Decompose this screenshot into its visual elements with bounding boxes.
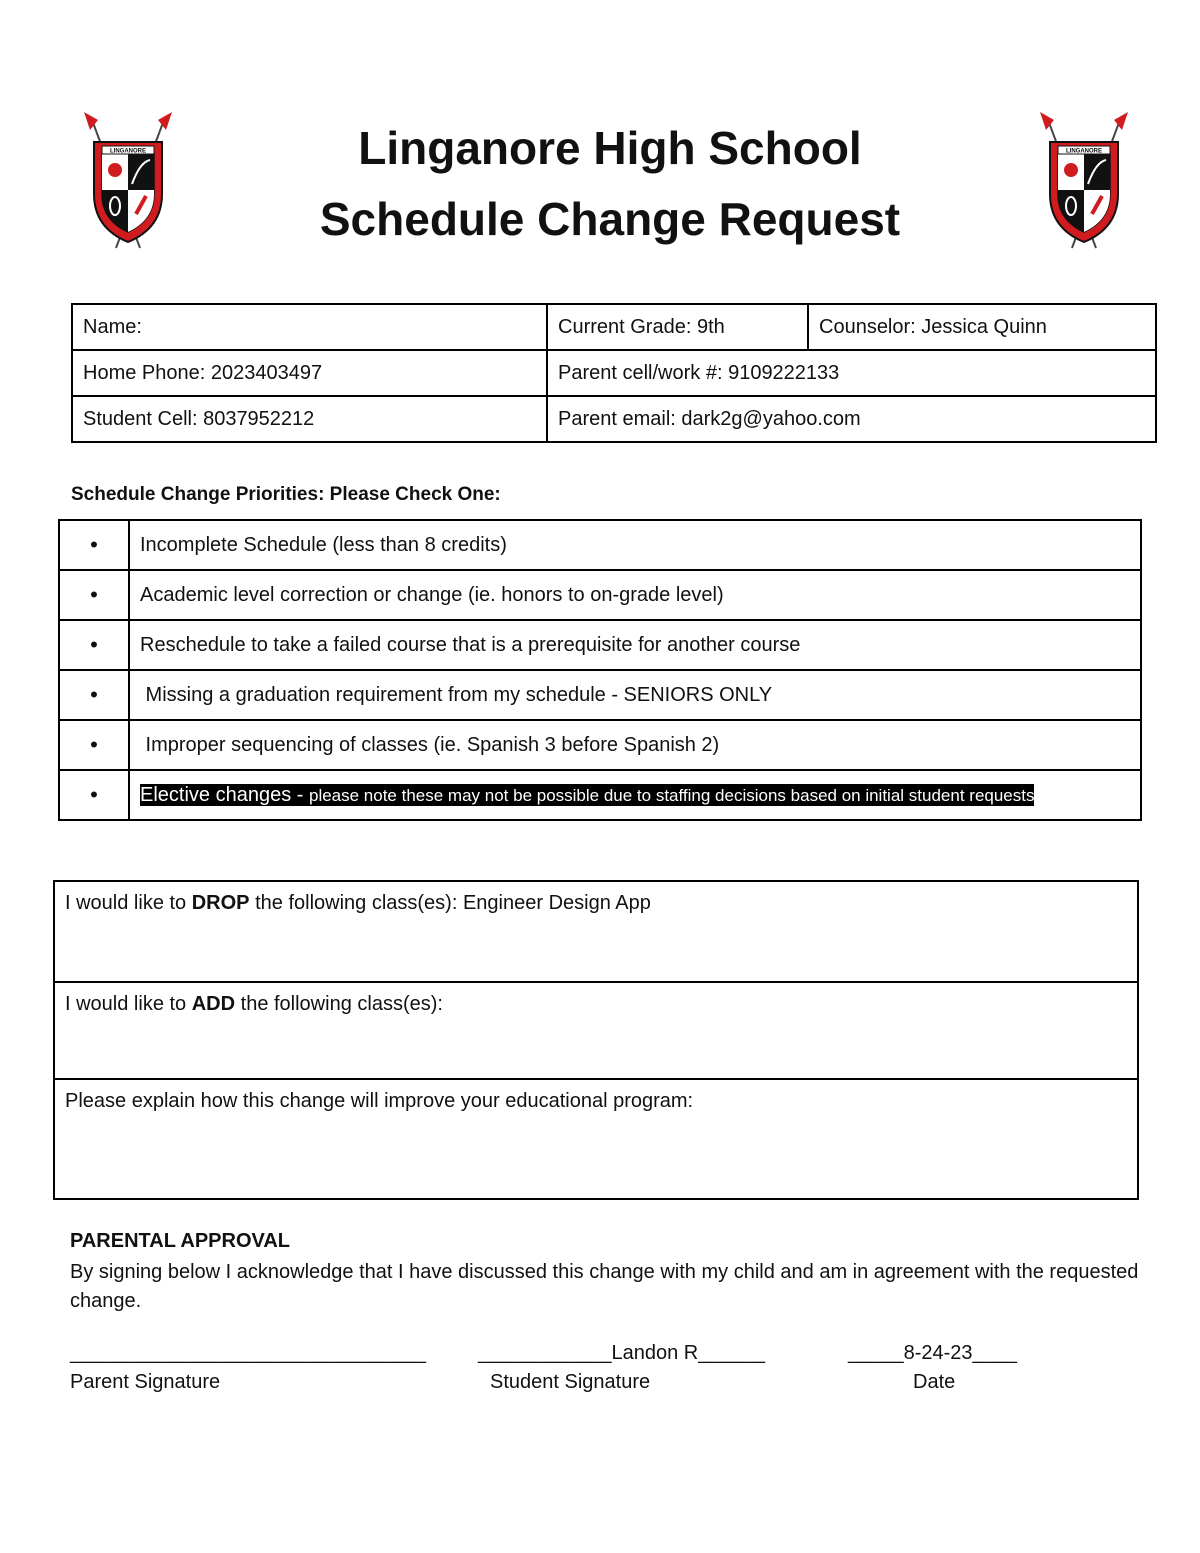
table-row	[54, 881, 1138, 982]
crest-banner-text: LINGANORE	[1066, 148, 1102, 155]
crest-banner-text: LINGANORE	[110, 148, 146, 155]
drop-class-value: Engineer Design App	[462, 892, 651, 914]
parent-email-field[interactable]: Parent email: dark2g@yahoo.com	[547, 396, 1156, 442]
elective-main: Elective changes -	[140, 783, 309, 806]
elective-label	[140, 784, 1034, 806]
table-row	[59, 770, 1141, 820]
priority-option: Incomplete Schedule (less than 8 credits)	[129, 520, 1141, 570]
parental-approval-text: By signing below I acknowledge that I have discussed this change with my child and am in agreement with the requested change.	[70, 1261, 1139, 1312]
table-row	[72, 304, 1156, 350]
drop-keyword: DROP	[191, 892, 250, 914]
parental-approval-heading: PARENTAL APPROVAL	[70, 1230, 291, 1252]
student-signature-label: Student Signature	[490, 1371, 651, 1393]
priority-option: Missing a graduation requirement from my schedule - SENIORS ONLY	[129, 670, 1141, 720]
drop-class-field[interactable]	[54, 881, 1138, 982]
drop-prefix: I would like to	[65, 892, 192, 914]
table-row	[59, 520, 1141, 570]
school-title: Linganore High School	[358, 122, 862, 174]
table-row	[59, 570, 1141, 620]
table-row	[59, 620, 1141, 670]
explanation-field[interactable]: Please explain how this change will improve your educational program:	[54, 1079, 1138, 1199]
table-row	[54, 982, 1138, 1079]
priority-option-elective	[129, 770, 1141, 820]
priorities-heading: Schedule Change Priorities: Please Check One:	[71, 484, 501, 505]
parent-signature-label: Parent Signature	[70, 1371, 221, 1393]
priority-option: Reschedule to take a failed course that is a prerequisite for another course	[129, 620, 1141, 670]
drop-suffix: the following class(es):	[249, 892, 463, 914]
student-info-table	[71, 303, 1157, 443]
table-row	[72, 396, 1156, 442]
counselor-field[interactable]: Counselor: Jessica Quinn	[808, 304, 1156, 350]
form-title: Schedule Change Request	[319, 193, 901, 245]
priority-checkbox[interactable]: •	[59, 770, 129, 820]
elective-note: please note these may not be possible due to staffing decisions based on initial student requests	[308, 785, 1035, 805]
priorities-table	[58, 519, 1142, 821]
student-cell-field[interactable]: Student Cell: 8037952212	[72, 396, 547, 442]
parent-cell-field[interactable]: Parent cell/work #: 9109222133	[547, 350, 1156, 396]
priority-checkbox[interactable]: •	[59, 520, 129, 570]
class-request-table	[53, 880, 1139, 1200]
current-grade-field[interactable]: Current Grade: 9th	[547, 304, 808, 350]
priority-option: Improper sequencing of classes (ie. Spanish 3 before Spanish 2)	[129, 720, 1141, 770]
date-label: Date	[913, 1371, 956, 1393]
priority-checkbox[interactable]: •	[59, 620, 129, 670]
table-row	[59, 670, 1141, 720]
add-keyword: ADD	[191, 993, 236, 1015]
name-field[interactable]: Name:	[72, 304, 547, 350]
table-row	[72, 350, 1156, 396]
parent-signature-line[interactable]: ________________________________	[70, 1342, 426, 1364]
add-class-field[interactable]	[54, 982, 1138, 1079]
priority-checkbox[interactable]: •	[59, 720, 129, 770]
home-phone-field[interactable]: Home Phone: 2023403497	[72, 350, 547, 396]
student-signature-line[interactable]: ____________Landon R______	[478, 1342, 765, 1364]
date-line[interactable]: _____8-24-23____	[848, 1342, 1018, 1364]
school-crest-right	[1036, 110, 1132, 252]
priority-checkbox[interactable]: •	[59, 570, 129, 620]
table-row	[54, 1079, 1138, 1199]
priority-checkbox[interactable]: •	[59, 670, 129, 720]
add-suffix: the following class(es):	[235, 993, 443, 1015]
school-crest-left	[80, 110, 176, 252]
add-prefix: I would like to	[65, 993, 192, 1015]
table-row	[59, 720, 1141, 770]
priority-option: Academic level correction or change (ie. honors to on-grade level)	[129, 570, 1141, 620]
